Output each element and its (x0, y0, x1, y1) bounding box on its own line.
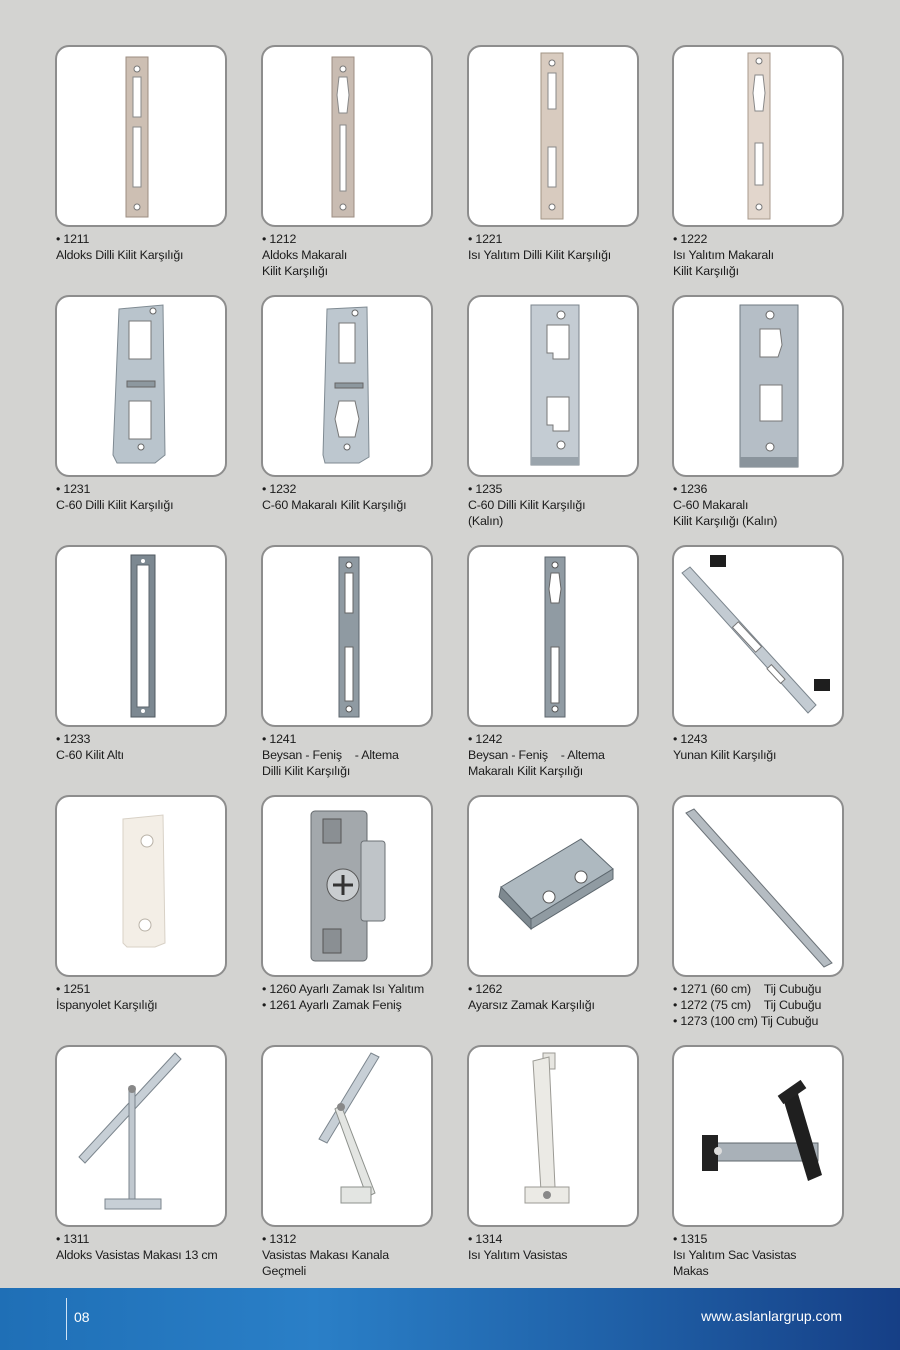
product-photo (467, 795, 639, 977)
strike-plate-icon (469, 47, 637, 225)
strike-plate-icon (57, 47, 225, 225)
tilt-stay-icon (263, 1047, 431, 1225)
product-photo (55, 1045, 227, 1227)
product-caption: • 1241 Beysan - Feniş - Altema Dilli Kilit Karşılığı (262, 732, 399, 778)
strike-plate-icon (469, 547, 637, 725)
zamak-keeper-icon (263, 797, 431, 975)
product-photo (467, 1045, 639, 1227)
product-photo (55, 545, 227, 727)
product-caption: • 1242 Beysan - Feniş - Altema Makaralı Kilit Karşılığı (468, 732, 605, 778)
product-photo (261, 545, 433, 727)
product-photo (672, 795, 844, 977)
page-number: 08 (74, 1309, 90, 1325)
product-photo (55, 45, 227, 227)
tilt-stay-icon (674, 1047, 842, 1225)
product-photo (261, 1045, 433, 1227)
strike-plate-icon (263, 547, 431, 725)
strike-plate-icon (263, 297, 431, 475)
product-photo (467, 45, 639, 227)
product-caption: • 1312 Vasistas Makası Kanala Geçmeli (262, 1232, 389, 1278)
website-link[interactable]: www.aslanlargrup.com (701, 1308, 842, 1324)
product-photo (672, 545, 844, 727)
strike-plate-icon (674, 547, 842, 725)
product-caption: • 1251 İspanyolet Karşılığı (56, 982, 158, 1012)
product-photo (55, 295, 227, 477)
page-footer (0, 1288, 900, 1350)
plastic-plate-icon (57, 797, 225, 975)
product-caption: • 1311 Aldoks Vasistas Makası 13 cm (56, 1232, 218, 1262)
product-caption: • 1221 Isı Yalıtım Dilli Kilit Karşılığı (468, 232, 612, 262)
product-caption: • 1233 C-60 Kilit Altı (56, 732, 124, 762)
product-caption: • 1212 Aldoks Makaralı Kilit Karşılığı (262, 232, 348, 278)
product-caption: • 1314 Isı Yalıtım Vasistas (468, 1232, 568, 1262)
rod-icon (674, 797, 842, 975)
product-photo (467, 545, 639, 727)
product-caption: • 1222 Isı Yalıtım Makaralı Kilit Karşılığı (673, 232, 774, 278)
product-photo (672, 295, 844, 477)
tilt-stay-icon (57, 1047, 225, 1225)
product-caption: • 1243 Yunan Kilit Karşılığı (673, 732, 777, 762)
strike-plate-icon (674, 47, 842, 225)
footer-divider (66, 1298, 67, 1340)
strike-plate-icon (57, 547, 225, 725)
strike-plate-icon (57, 297, 225, 475)
product-caption: • 1260 Ayarlı Zamak Isı Yalıtım • 1261 Ayarlı Zamak Feniş (262, 982, 425, 1012)
strike-plate-icon (263, 47, 431, 225)
product-caption: • 1236 C-60 Makaralı Kilit Karşılığı (Kalın) (673, 482, 778, 528)
product-caption: • 1315 Isı Yalıtım Sac Vasistas Makas (673, 1232, 797, 1278)
product-caption: • 1271 (60 cm) Tij Cubuğu • 1272 (75 cm) Tij Cubuğu • 1273 (100 cm) Tij Cubuğu (673, 982, 822, 1028)
product-photo (261, 295, 433, 477)
strike-plate-icon (469, 297, 637, 475)
product-caption: • 1211 Aldoks Dilli Kilit Karşılığı (56, 232, 184, 262)
product-caption: • 1235 C-60 Dilli Kilit Karşılığı (Kalın) (468, 482, 586, 528)
product-photo (672, 1045, 844, 1227)
product-caption: • 1232 C-60 Makaralı Kilit Karşılığı (262, 482, 407, 512)
strike-plate-icon (674, 297, 842, 475)
product-photo (261, 795, 433, 977)
product-caption: • 1231 C-60 Dilli Kilit Karşılığı (56, 482, 174, 512)
product-photo (672, 45, 844, 227)
product-photo (55, 795, 227, 977)
zamak-keeper-icon (469, 797, 637, 975)
product-caption: • 1262 Ayarsız Zamak Karşılığı (468, 982, 595, 1012)
product-photo (261, 45, 433, 227)
product-photo (467, 295, 639, 477)
tilt-stay-icon (469, 1047, 637, 1225)
